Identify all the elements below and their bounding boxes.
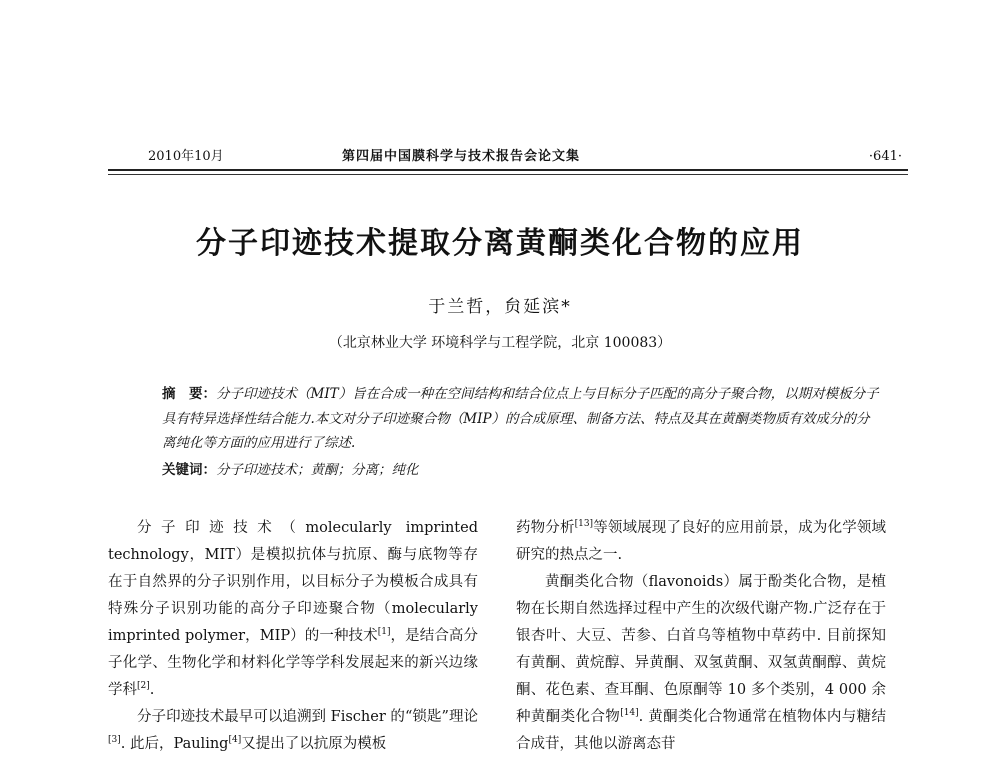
text-run: 等领域展现了良好的应用前景，成为化学领域研究的热点之一. bbox=[516, 520, 887, 563]
body-column-left bbox=[108, 515, 478, 758]
header-rule-thick bbox=[108, 169, 908, 171]
running-header bbox=[108, 146, 908, 168]
text-run: 药物分析 bbox=[516, 520, 575, 536]
abstract bbox=[162, 382, 882, 456]
body-column-right bbox=[516, 515, 886, 758]
keywords-label: 关键词： bbox=[162, 461, 216, 478]
text-run: 黄酮类化合物（flavonoids）属于酚类化合物，是植物在长期自然选择过程中产生的次级代谢产物.广泛存在于银杏叶、大豆、苦参、白首乌等植物中草药中. 目前探知有黄酮、黄烷醇、异黄酮、双氢黄酮、双氢黄酮醇、黄烷酮、花色素、查耳酮、色原酮等 10 多个类别，4 000 余种黄酮类化合物 bbox=[516, 574, 886, 725]
text-run: 分子印迹技术（molecularly imprinted technology，MIT）是模拟抗体与抗原、酶与底物等存在于自然界的分子识别作用，以目标分子为模板合成具有特殊分子识别功能的高分子印迹聚合物（molecularly imprinted polymer，MIP）的一种技术 bbox=[108, 520, 478, 644]
keywords-text: 分子印迹技术；黄酮；分离；纯化 bbox=[216, 461, 419, 478]
text-run: . 黄酮类化合物通常在植物体内与糖结合成苷，其他以游离态苷 bbox=[516, 709, 887, 752]
abstract-text: 分子印迹技术（MIT）旨在合成一种在空间结构和结合位点上与目标分子匹配的高分子聚合物，以期对模板分子具有特异选择性结合能力.本文对分子印迹聚合物（MIP）的合成原理、制备方法、特点及其在黄酮类物质有效成分的分离纯化等方面的应用进行了综述. bbox=[162, 386, 879, 451]
text-run: ，是结合高分子化学、生物化学和材料化学等学科发展起来的新兴边缘学科 bbox=[108, 628, 479, 698]
citation: [14] bbox=[620, 708, 639, 719]
text-run: 又提出了以抗原为模板 bbox=[241, 736, 387, 752]
abstract-label: 摘 要： bbox=[162, 386, 216, 402]
paper-title: 分子印迹技术提取分离黄酮类化合物的应用 bbox=[196, 226, 804, 261]
citation: [1] bbox=[377, 627, 391, 638]
citation: [13] bbox=[574, 519, 594, 530]
header-date: 2010年10月 bbox=[148, 149, 224, 164]
text-run: . bbox=[149, 682, 155, 698]
abstract-block bbox=[162, 382, 882, 482]
header-rule-thin bbox=[108, 174, 908, 175]
header-page-number: ·641· bbox=[868, 149, 902, 164]
keywords bbox=[162, 458, 882, 483]
body-paragraph bbox=[108, 704, 478, 758]
header-journal: 第四届中国膜科学与技术报告会论文集 bbox=[342, 149, 581, 164]
citation: [4] bbox=[228, 735, 242, 746]
text-run: . 此后，Pauling bbox=[120, 736, 229, 752]
authors: 于兰哲，贠延滨* bbox=[428, 297, 572, 317]
citation: [2] bbox=[137, 681, 150, 692]
body-paragraph bbox=[516, 515, 886, 569]
text-run: 分子印迹技术最早可以追溯到 Fischer 的“锁匙”理论 bbox=[137, 709, 478, 725]
citation: [3] bbox=[108, 735, 121, 746]
body-paragraph bbox=[108, 515, 478, 704]
affiliation: （北京林业大学 环境科学与工程学院，北京 100083） bbox=[328, 335, 672, 351]
body-paragraph bbox=[516, 569, 886, 758]
